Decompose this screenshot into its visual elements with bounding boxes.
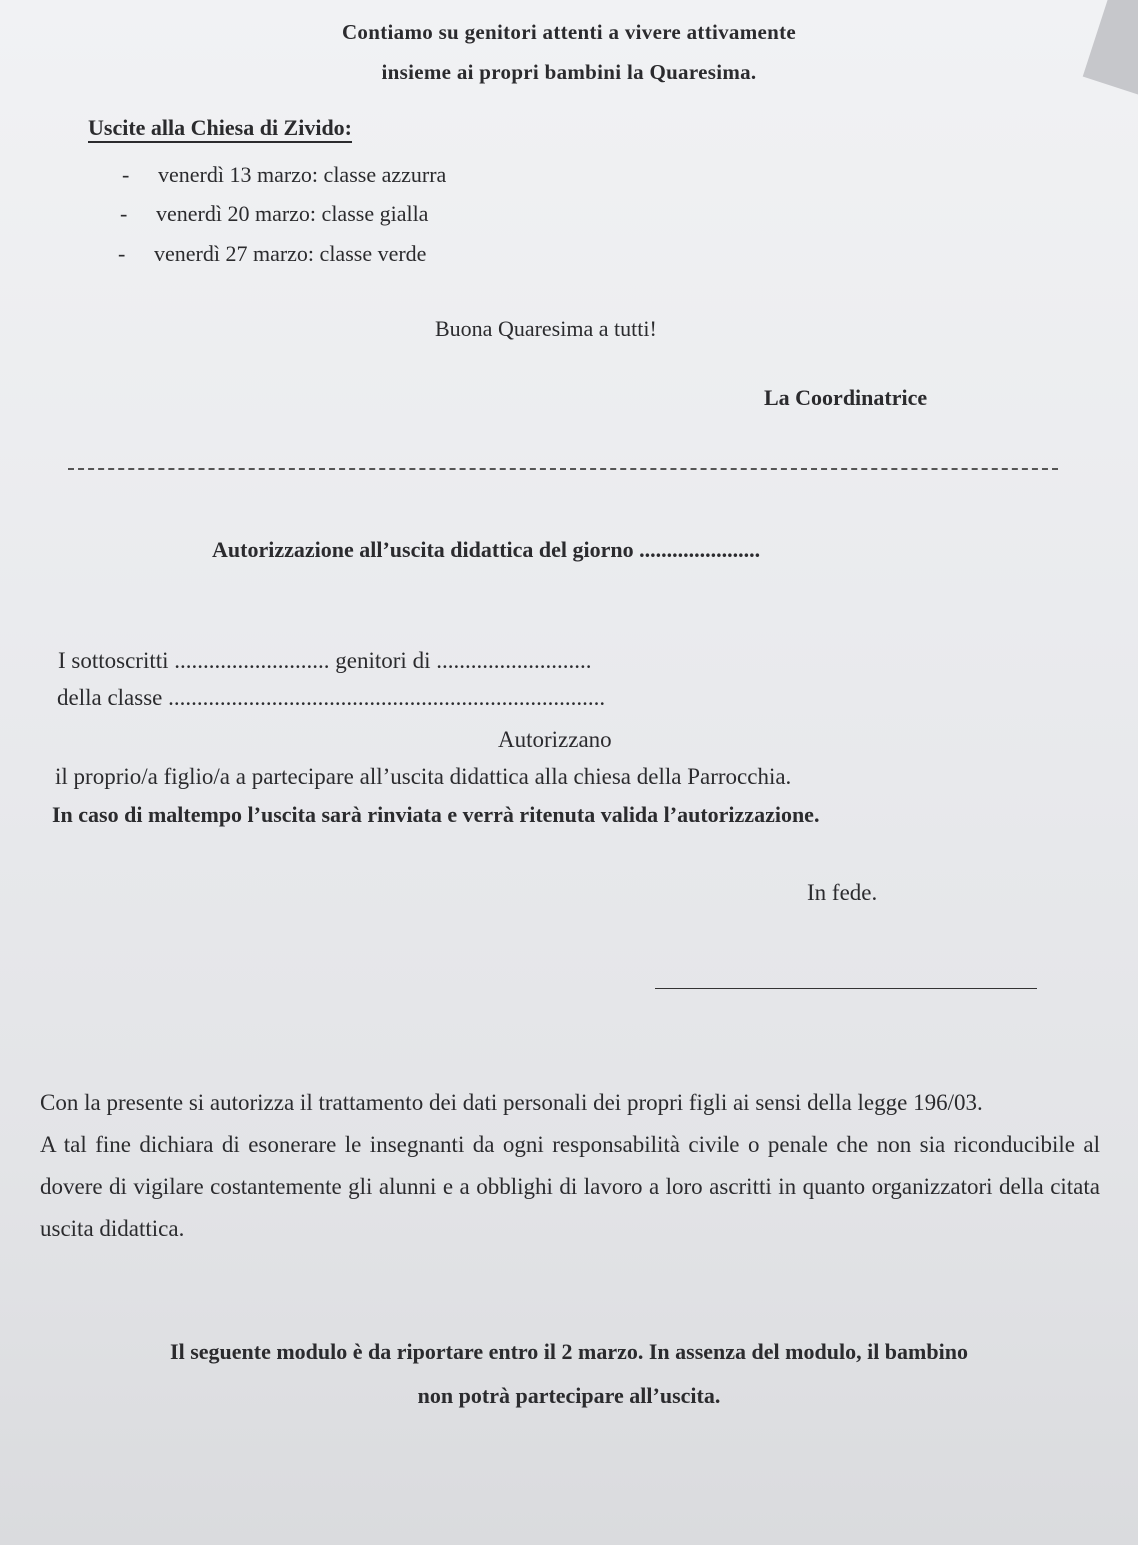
child-label: genitori di xyxy=(335,648,431,673)
bad-weather-note: In caso di maltempo l’uscita sarà rinviata e verrà ritenuta valida l’autorizzazione. xyxy=(52,802,820,827)
outing-item xyxy=(122,162,446,188)
form-class-line xyxy=(57,685,605,711)
return-deadline-notice: Il seguente modulo è da riportare entro il 2 marzo. In assenza del modulo, il bambino xyxy=(170,1339,968,1364)
class-label: della classe xyxy=(57,685,163,710)
privacy-paragraph-1: Con la presente si autorizza il trattamento dei dati personali dei propri figli ai sensi della legge 196/03. xyxy=(40,1090,983,1115)
outings-heading: Uscite alla Chiesa di Zivido: xyxy=(88,115,353,140)
bullet-dash: - xyxy=(120,201,128,226)
intro-line-1: Contiamo su genitori attenti a vivere attivamente xyxy=(341,20,797,44)
outing-text: venerdì 27 marzo: classe verde xyxy=(154,241,427,266)
authorization-body: il proprio/a figlio/a a partecipare all’uscita didattica alla chiesa della Parrocchia. xyxy=(55,764,792,789)
outing-text: venerdì 20 marzo: classe gialla xyxy=(156,201,429,226)
authorize-heading: Autorizzano xyxy=(498,727,612,752)
parents-name-field[interactable]: ........................... xyxy=(174,648,330,673)
form-parents-line xyxy=(58,648,591,674)
in-faith-label: In fede. xyxy=(807,880,878,905)
privacy-paragraph-2: A tal fine dichiara di esonerare le insegnanti da ogni responsabilità civile o penale che non sia riconducibile al dovere di vigilare costantemente gli alunni e a obblighi di lavoro a loro ascritti in quanto organizzatori della citata uscita didattica. xyxy=(40,1132,1100,1241)
bullet-dash: - xyxy=(122,162,130,187)
authorization-title: Autorizzazione all’uscita didattica del giorno ...................... xyxy=(212,537,761,562)
coordinator-signature: La Coordinatrice xyxy=(764,385,928,410)
return-deadline-notice-2: non potrà partecipare all’uscita. xyxy=(417,1383,721,1408)
parents-label: I sottoscritti xyxy=(58,648,169,673)
child-name-field[interactable]: ........................... xyxy=(436,648,592,673)
outing-item xyxy=(120,201,428,227)
outing-item xyxy=(118,241,426,267)
signature-line[interactable] xyxy=(655,988,1037,989)
cut-line-divider xyxy=(68,468,1058,470)
intro-line-2: insieme ai propri bambini la Quaresima. xyxy=(381,60,757,84)
outing-text: venerdì 13 marzo: classe azzurra xyxy=(158,162,447,187)
greeting: Buona Quaresima a tutti! xyxy=(435,316,657,341)
class-field[interactable]: ............................................................................ xyxy=(168,685,606,710)
bullet-dash: - xyxy=(118,241,126,266)
privacy-consent xyxy=(40,1082,1100,1250)
